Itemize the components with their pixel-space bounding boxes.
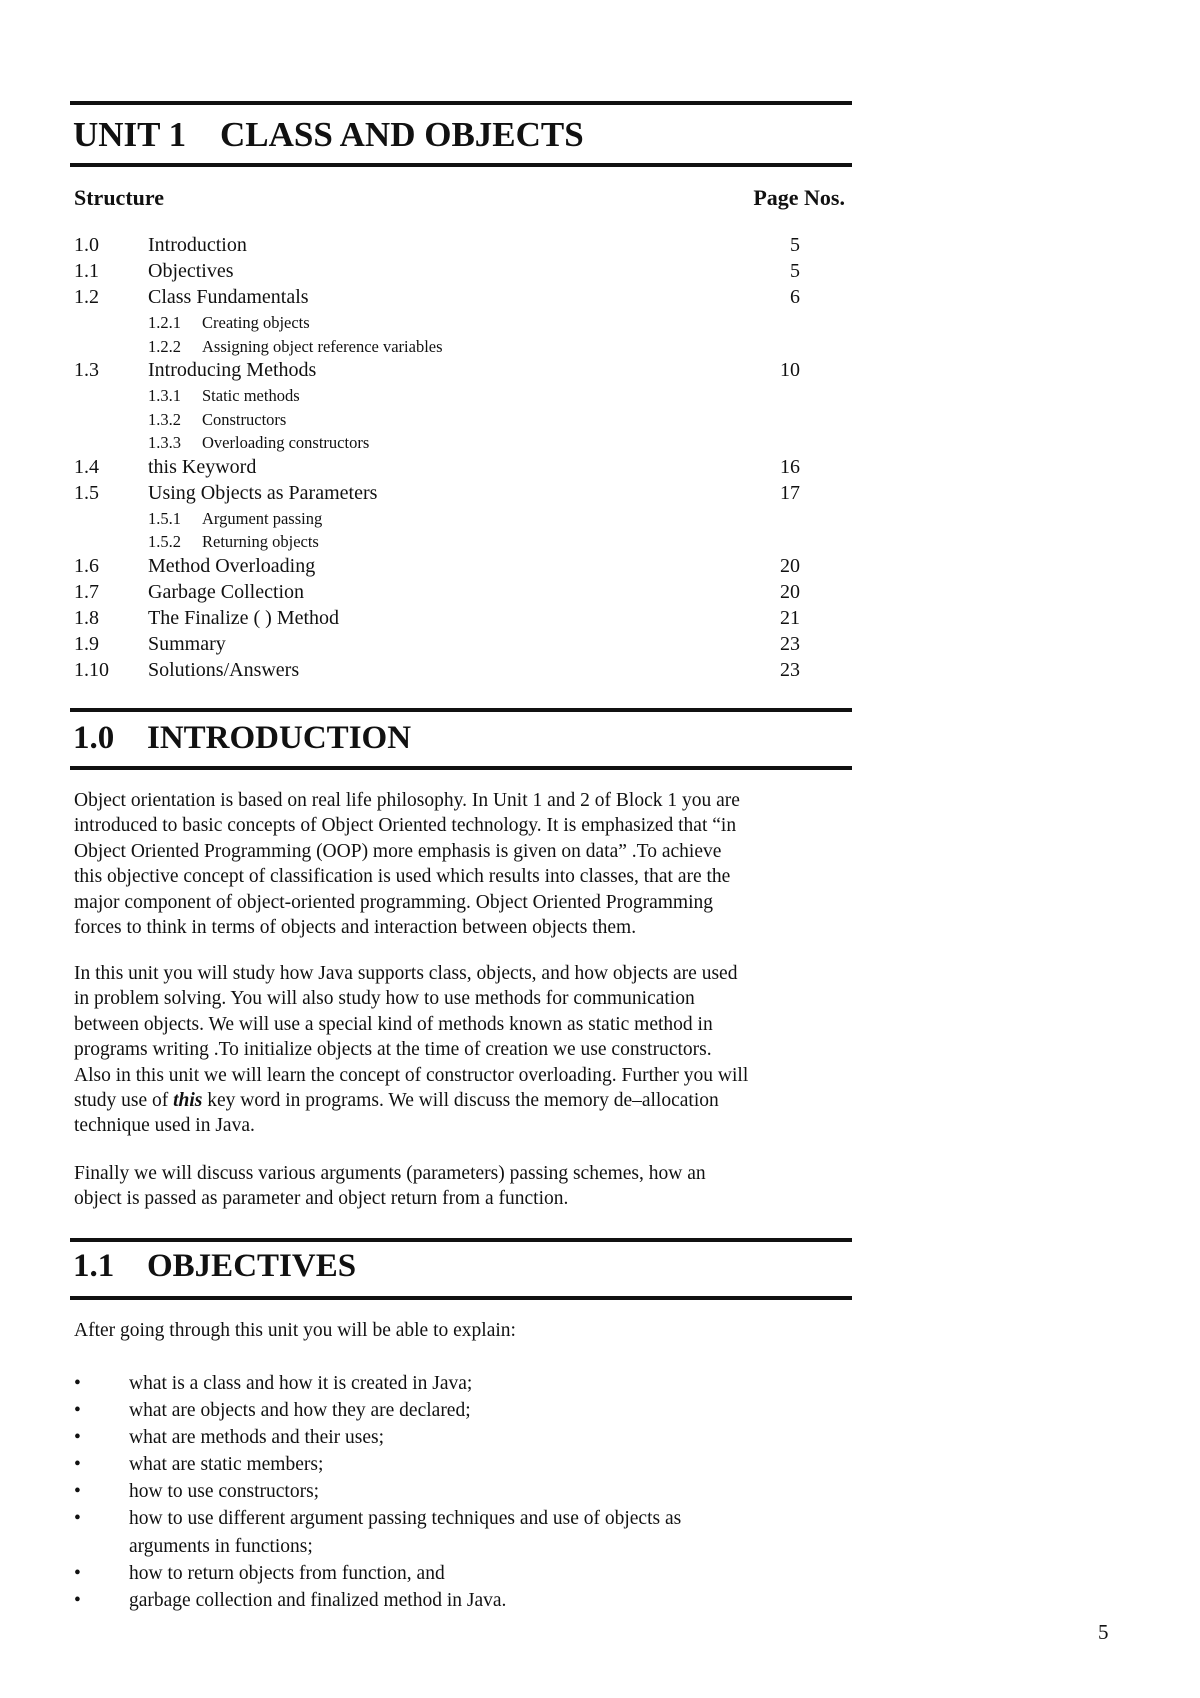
toc-title: Solutions/Answers: [148, 658, 300, 681]
bullet-icon: •: [74, 1562, 81, 1584]
list-item: [74, 1505, 834, 1559]
toc-number: 1.5: [74, 481, 99, 504]
toc-entry: [74, 286, 800, 312]
toc-number: 1.10: [74, 658, 109, 681]
text-line: how to use constructors;: [129, 1481, 320, 1503]
text-line: this objective concept of classification is used which results into classes, that are the: [74, 866, 731, 888]
bullet-icon: •: [74, 1400, 81, 1422]
toc-sub-title: Creating objects: [202, 313, 310, 332]
toc-sub-title: Static methods: [202, 386, 300, 405]
toc-sub-number: 1.5.1: [148, 508, 181, 528]
text-line: how to return objects from function, and: [129, 1562, 445, 1584]
toc-title: Using Objects as Parameters: [148, 481, 378, 504]
text-line: in problem solving. You will also study how to use methods for communication: [74, 988, 695, 1010]
toc-entry: [74, 633, 800, 659]
text-line: programs writing .To initialize objects at the time of creation we use constructors.: [74, 1039, 712, 1061]
toc-number: 1.1: [74, 260, 99, 282]
intro-title: INTRODUCTION: [147, 720, 412, 756]
toc-sub-title: Argument passing: [202, 508, 323, 528]
intro-heading: [73, 720, 411, 757]
text-line: what are methods and their uses;: [129, 1427, 385, 1449]
toc-number: 1.3: [74, 359, 99, 381]
list-item: [74, 1478, 834, 1505]
toc-title: Class Fundamentals: [148, 286, 309, 308]
text-line: In this unit you will study how Java supports class, objects, and how objects are used: [74, 963, 738, 984]
toc-number: 1.7: [74, 580, 99, 603]
text-line: introduced to basic concepts of Object Oriented technology. It is emphasized that “in: [74, 815, 737, 837]
toc-title: Introducing Methods: [148, 359, 317, 381]
toc-title: Summary: [148, 632, 226, 655]
objectives-bottom-rule: [70, 1296, 852, 1300]
toc-number: 1.9: [74, 632, 99, 655]
top-rule: [70, 101, 852, 105]
unit-number: UNIT 1: [73, 115, 187, 154]
intro-paragraph-2: [74, 961, 860, 1139]
toc-sub-number: 1.5.2: [148, 532, 181, 551]
toc-sub-number: 1.2.1: [148, 313, 181, 332]
toc-entry: [74, 260, 800, 286]
intro-number: 1.0: [73, 720, 115, 756]
structure-label: Structure: [74, 185, 165, 210]
toc-title: Method Overloading: [148, 554, 316, 577]
toc-entry: [74, 482, 800, 508]
intro-paragraph-3: [74, 1161, 860, 1212]
toc-entry: [74, 456, 800, 482]
toc-number: 1.4: [74, 455, 99, 478]
toc-subentry: [74, 385, 800, 409]
toc-sub-number: 1.3.3: [148, 433, 181, 452]
bullet-icon: •: [74, 1454, 81, 1476]
toc-page: 17: [780, 481, 800, 504]
list-item: [74, 1397, 834, 1424]
toc-page: 10: [780, 359, 800, 381]
toc-sub-title: Returning objects: [202, 532, 319, 551]
bullet-icon: •: [74, 1427, 81, 1449]
toc-subentry: [74, 409, 800, 433]
toc-page: 5: [790, 260, 800, 282]
unit-underline-rule: [70, 163, 852, 167]
toc-page: 20: [780, 554, 800, 577]
text-segment: key word in programs. We will discuss the memory de–allocation: [202, 1090, 719, 1112]
text-line: [74, 1088, 860, 1113]
this-keyword: this: [173, 1090, 203, 1112]
toc-title: this Keyword: [148, 455, 257, 478]
toc-page: 16: [780, 455, 800, 478]
text-line: how to use different argument passing techniques and use of objects as: [129, 1508, 682, 1530]
toc-number: 1.8: [74, 606, 99, 629]
toc-subentry: [74, 531, 800, 555]
toc-page: 23: [780, 632, 800, 655]
text-line: what are static members;: [129, 1454, 324, 1476]
toc-sub-title: Assigning object reference variables: [202, 336, 443, 356]
table-of-contents: [74, 234, 800, 685]
list-item: [74, 1370, 834, 1397]
objectives-number: 1.1: [73, 1248, 115, 1284]
toc-number: 1.0: [74, 234, 99, 256]
text-line: major component of object-oriented programming. Object Oriented Programming: [74, 891, 713, 913]
bullet-icon: •: [74, 1589, 81, 1611]
list-item: [74, 1424, 834, 1451]
toc-entry: [74, 581, 800, 607]
text-line: Object orientation is based on real life philosophy. In Unit 1 and 2 of Block 1 you are: [74, 790, 740, 811]
intro-bottom-rule: [70, 766, 852, 770]
text-line: arguments in functions;: [129, 1535, 313, 1557]
toc-sub-number: 1.2.2: [148, 336, 181, 356]
toc-sub-title: Constructors: [202, 409, 287, 429]
toc-entry: [74, 234, 800, 260]
text-line: technique used in Java.: [74, 1115, 255, 1137]
list-item: [74, 1560, 834, 1587]
toc-title: Garbage Collection: [148, 580, 305, 603]
toc-number: 1.6: [74, 554, 99, 577]
bullet-icon: •: [74, 1373, 81, 1394]
text-line: what is a class and how it is created in Java;: [129, 1373, 473, 1394]
text-line: what are objects and how they are declared;: [129, 1400, 471, 1422]
toc-entry: [74, 359, 800, 385]
objectives-heading: [73, 1248, 356, 1285]
text-line: Finally we will discuss various arguments (parameters) passing schemes, how an: [74, 1163, 706, 1184]
intro-paragraph-1: [74, 788, 860, 940]
text-line: object is passed as parameter and object return from a function.: [74, 1188, 569, 1210]
objectives-top-rule: [70, 1238, 852, 1242]
page-number: 5: [1098, 1620, 1109, 1644]
toc-title: Introduction: [148, 234, 247, 256]
toc-page: 21: [780, 606, 800, 629]
text-line: After going through this unit you will be able to explain:: [74, 1320, 516, 1341]
toc-subentry: [74, 336, 800, 360]
toc-page: 6: [790, 286, 800, 308]
unit-title: CLASS AND OBJECTS: [220, 115, 584, 154]
text-line: Object Oriented Programming (OOP) more emphasis is given on data” .To achieve: [74, 840, 722, 862]
text-line: Also in this unit we will learn the concept of constructor overloading. Further you will: [74, 1064, 749, 1086]
text-line: between objects. We will use a special kind of methods known as static method in: [74, 1013, 713, 1035]
bullet-icon: •: [74, 1481, 81, 1503]
toc-entry: [74, 659, 800, 685]
intro-top-rule: [70, 708, 852, 712]
toc-title: Objectives: [148, 260, 234, 282]
page-nos-label: Page Nos.: [753, 185, 845, 210]
text-segment: study use of: [74, 1090, 174, 1112]
toc-sub-number: 1.3.1: [148, 386, 181, 405]
toc-page: 23: [780, 658, 800, 681]
bullet-icon: •: [74, 1508, 81, 1530]
structure-header: [74, 185, 845, 211]
toc-entry: [74, 607, 800, 633]
toc-sub-number: 1.3.2: [148, 409, 181, 429]
objectives-list: [74, 1370, 834, 1614]
toc-subentry: [74, 432, 800, 456]
list-item: [74, 1451, 834, 1478]
toc-sub-title: Overloading constructors: [202, 433, 370, 452]
objectives-lead: [74, 1318, 860, 1343]
text-line: garbage collection and finalized method in Java.: [129, 1589, 507, 1611]
toc-page: 5: [790, 234, 800, 256]
list-item: [74, 1587, 834, 1614]
toc-number: 1.2: [74, 286, 99, 308]
toc-subentry: [74, 508, 800, 532]
text-line: forces to think in terms of objects and interaction between objects them.: [74, 917, 637, 939]
toc-entry: [74, 555, 800, 581]
objectives-title: OBJECTIVES: [147, 1248, 357, 1284]
toc-subentry: [74, 312, 800, 336]
toc-title: The Finalize ( ) Method: [148, 606, 340, 629]
unit-heading: [73, 115, 584, 155]
toc-page: 20: [780, 580, 800, 603]
